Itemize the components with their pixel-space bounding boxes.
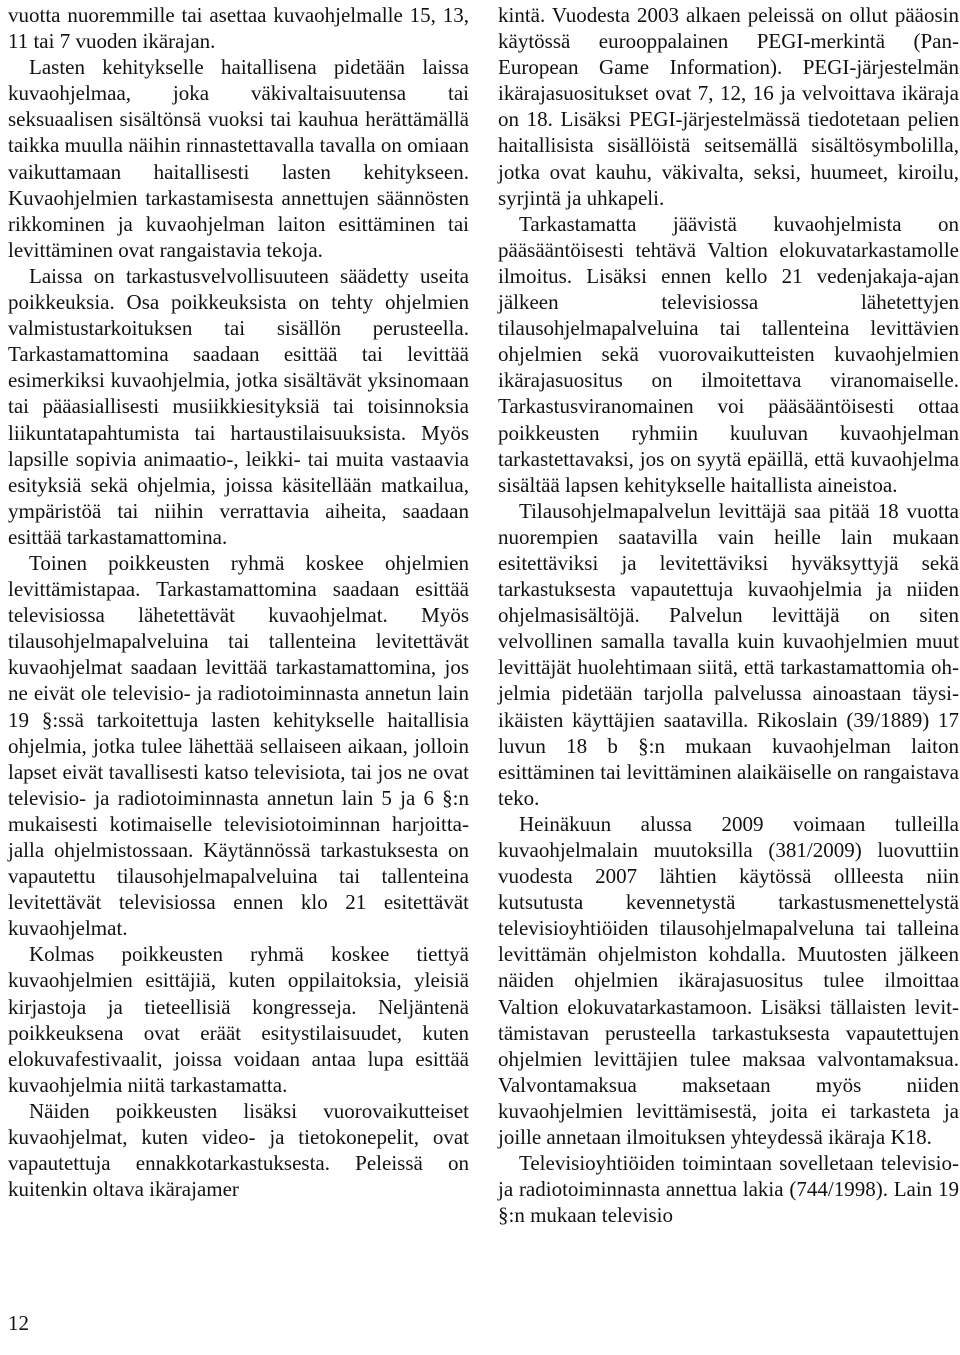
paragraph: Laissa on tarkastusvelvollisuuteen säädetty useita poikkeuksia. Osa poikkeuksista on tehty ohjelmien valmistustarkoituksen tai sisällön perusteella. Tarkastamattomina saadaan esittää tai levittää esimerkiksi kuvaohjelmia, jotka sisältävät yksinomaan tai pääasiallisesti musiikkiesityksiä tai toisinnoksia liikuntatapahtumista tai hartaustilaisuuksista. Myös lapsille sopivia animaatio-, leikki- tai muita vastaavia esityksiä sekä ohjelmia, joissa käsitellään matkailua, ympäristöä tai niihin verrattavia aiheita, saadaan esittää tarkastamattomina. — [8, 263, 469, 549]
right-column — [498, 2, 959, 1228]
paragraph: Tilausohjelmapalvelun levittäjä saa pitää 18 vuotta nuorempien saatavilla vain heille lain mukaan esitettäviksi ja levitettäviksi hyväksyttyjä sekä tarkastuksesta vapautettuja kuvaohjelmia ja niiden ohjelmasisältöjä. Palvelun levittäjä on siten velvollinen samalla tavalla kuin kuvaohjelmien muut levittäjät huolehtimaan siitä, että tarkastamattomia ohjelmia pidetään tarjolla palvelussa ainoastaan täysi-ikäisten käyttäjien saatavilla. Rikoslain (39/1889) 17 luvun 18 b §:n mukaan kuvaohjelman laiton esittäminen tai levittäminen alaikäiselle on rangaistava teko. — [498, 498, 959, 810]
paragraph: Lasten kehitykselle haitallisena pidetään laissa kuvaohjelmaa, joka väkivaltaisuutensa tai seksuaalisen sisältönsä vuoksi tai kauhua herättämällä taikka muulla näihin rinnastettavalla tavalla on omiaan vaikuttamaan haitallisesti lasten kehitykseen. Kuvaohjelmien tarkastamisesta annettujen säännösten rikkominen ja kuvaohjelman laiton esittäminen tai levittäminen ovat rangaistavia tekoja. — [8, 55, 469, 262]
paragraph: Televisioyhtiöiden toimintaan sovelletaan televisio- ja radiotoiminnasta annettua lakia (744/1998). Lain 19 §:n mukaan televisio — [498, 1151, 959, 1228]
paragraph: kintä. Vuodesta 2003 alkaen peleissä on ollut pääosin käytössä eurooppalainen PEGI-merkintä (Pan-European Game Information). PEGI-järjestelmän ikärajasuositukset ovat 7, 12, 16 ja velvoittava ikäraja on 18. Lisäksi PEGI-järjestelmässä tiedotetaan pelien haitallisista sisällöistä seitsemällä sisältösymbolilla, jotka ovat kauhu, väkivalta, seksi, huumeet, kiroilu, syrjintä ja uhkapeli. — [498, 3, 959, 210]
paragraph: vuotta nuoremmille tai asettaa kuvaohjelmalle 15, 13, 11 tai 7 vuoden ikärajan. — [8, 3, 469, 54]
page-number: 12 — [8, 1311, 29, 1335]
paragraph: Toinen poikkeusten ryhmä koskee ohjelmien levittämistapaa. Tarkastamattomina saadaan esittää televisiossa lähetettävät kuvaohjelmat. Myös tilausohjelmapalveluina tai tallenteina levitettävät kuvaohjelmat saadaan levittää tarkastamattomina, jos ne eivät ole televisio- ja radiotoiminnasta annetun lain 19 §:ssä tarkoitettuja lasten kehitykselle haitallisia ohjelmia, jotka tulee lähettää sellaiseen aikaan, jolloin lapset eivät tavallisesti katso televisiota, tai jos ne ovat televisio- ja radiotoiminnasta annetun lain 5 ja 6 §:n mukaisesti kotimaiselle televisiotoiminnan harjoittajalla ohjelmistossaan. Käytännössä tarkastuksesta on vapautettu tilausohjelmapalveluina tai tallenteina levitettävät televisiossa ennen klo 21 esitettävät kuvaohjelmat. — [8, 550, 469, 941]
paragraph: Tarkastamatta jäävistä kuvaohjelmista on pääsääntöisesti tehtävä Valtion elokuvatarkastamolle ilmoitus. Lisäksi ennen kello 21 vedenjakaja-ajan jälkeen televisiossa lähetettyjen tilausohjelmapalveluina tai tallenteina levittävien ohjelmien sekä vuorovaikutteisten kuvaohjelmien ikärajasuositus on ilmoitettava viranomaiselle. Tarkastusviranomainen voi pääsääntöisesti ottaa poikkeusten ryhmiin kuuluvan kuvaohjelman tarkastettavaksi, jos on syytä epäillä, että kuvaohjelma sisältää lapsen kehitykselle haitallista aineistoa. — [498, 211, 959, 497]
paragraph: Näiden poikkeusten lisäksi vuorovaikutteiset kuvaohjelmat, kuten video- ja tietokonepelit, ovat vapautettuja ennakkotarkastuksesta. Peleissä on kuitenkin oltava ikärajamer — [8, 1098, 469, 1202]
left-column — [8, 2, 469, 1202]
paragraph: Heinäkuun alussa 2009 voimaan tulleilla kuvaohjelmalain muutoksilla (381/2009) luovuttiin vuodesta 2007 lähtien käytössä ollleesta niin kutsutusta kevennetystä tarkastusmenettelystä televisioyhtiöiden tilausohjelmapalveluna tai talleina levittämän ohjelmiston kohdalla. Muutosten jälkeen näiden ohjelmien ikärajasuositus tulee ilmoittaa Valtion elokuvatarkastamoon. Lisäksi tällaisten levittämistavan perusteella tarkastuksesta vapautettujen ohjelmien levittäjien tulee maksaa valvontamaksua. Valvontamaksua maksetaan myös niiden kuvaohjelmien levittämisestä, joita ei tarkasteta ja joille annetaan ilmoituksen yhteydessä ikäraja K18. — [498, 811, 959, 1150]
paragraph: Kolmas poikkeusten ryhmä koskee tiettyä kuvaohjelmien esittäjiä, kuten oppilaitoksia, yleisiä kirjastoja ja tieteellisiä kongresseja. Neljäntenä poikkeuksena ovat eräät esitystilaisuudet, kuten elokuvafestivaalit, joissa voidaan antaa lupa esittää kuvaohjelmia niitä tarkastamatta. — [8, 942, 469, 1097]
